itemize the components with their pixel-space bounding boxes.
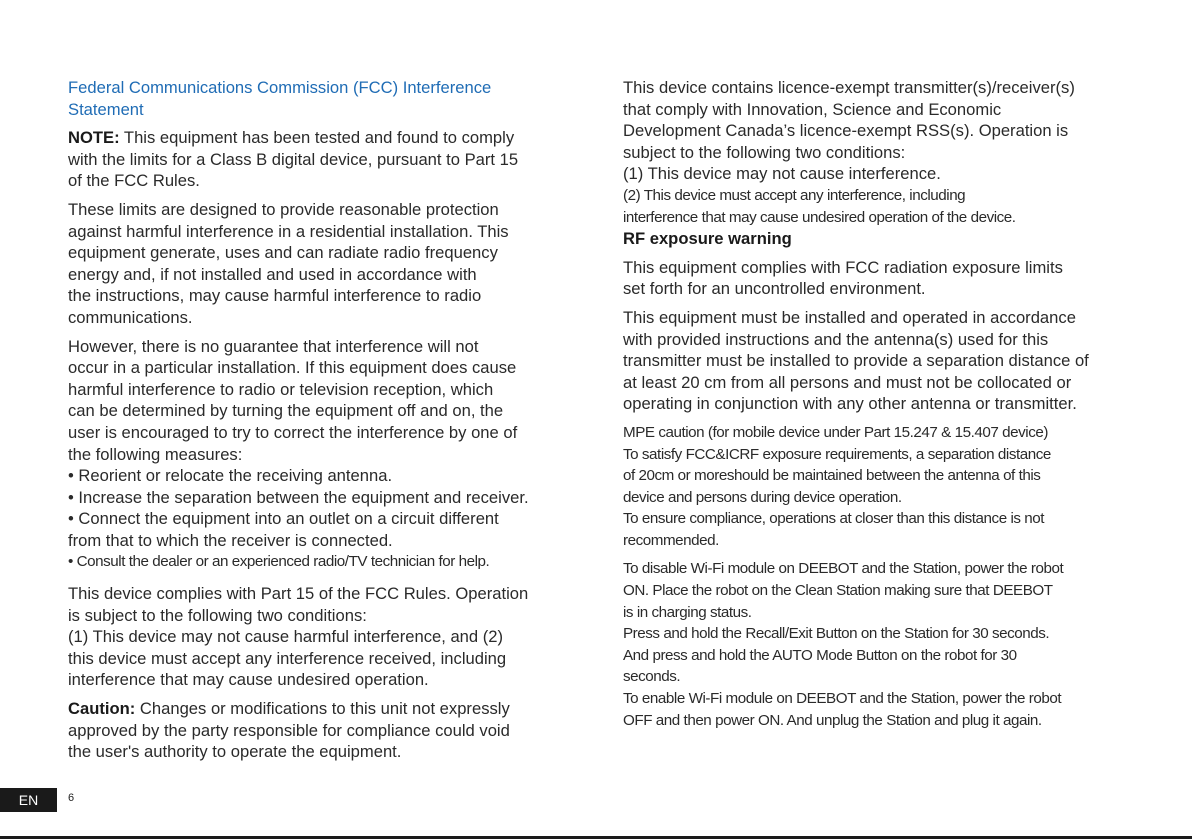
text-line: of the FCC Rules. (68, 171, 200, 191)
text-line: is in charging status. (623, 603, 752, 621)
ised-condition-2 (623, 185, 1138, 228)
text-line: communications. (68, 307, 193, 327)
text-line: This device complies with Part 15 of the FCC Rules. Operation (68, 584, 529, 604)
measure-item: • Increase the separation between the equipment and receiver. (68, 487, 529, 507)
text-line: Development Canada’s licence-exempt RSS(s). Operation is (623, 121, 1069, 141)
bottom-rule (0, 836, 1192, 839)
text-line: And press and hold the AUTO Mode Button on the robot for 30 (623, 646, 1017, 664)
text-line: ON. Place the robot on the Clean Station making sure that DEEBOT (623, 582, 1053, 600)
text-line: set forth for an uncontrolled environment. (623, 279, 926, 299)
language-tab: EN (0, 788, 57, 812)
text-line: (1) This device may not cause harmful interference, and (2) (68, 627, 504, 647)
text-line: energy and, if not installed and used in accordance with (68, 264, 477, 284)
text-line: with provided instructions and the antenna(s) used for this (623, 329, 1049, 349)
text-line: Press and hold the Recall/Exit Button on the Station for 30 seconds. (623, 625, 1050, 643)
text-line: equipment generate, uses and can radiate radio frequency (68, 243, 498, 263)
fcc-title (68, 77, 578, 120)
note-label: NOTE: (68, 128, 120, 148)
page-number: 6 (68, 792, 75, 804)
text-line: However, there is no guarantee that interference will not (68, 336, 479, 356)
text-line: occur in a particular installation. If this equipment does cause (68, 358, 517, 378)
text-line: These limits are designed to provide reasonable protection (68, 199, 499, 219)
text-line: To enable Wi-Fi module on DEEBOT and the Station, power the robot (623, 690, 1062, 708)
rf-installation-paragraph (623, 307, 1138, 415)
text-line: operating in conjunction with any other antenna or transmitter. (623, 394, 1077, 414)
measure-item: • Consult the dealer or an experienced radio/TV technician for help. (68, 553, 490, 571)
measure-item: • Reorient or relocate the receiving antenna. (68, 466, 393, 486)
part15-paragraph (68, 583, 578, 691)
mpe-caution-paragraph (623, 422, 1138, 552)
text-line: of 20cm or moreshould be maintained between the antenna of this (623, 467, 1041, 485)
text-line: the instructions, may cause harmful interference to radio (68, 286, 482, 306)
rf-exposure-heading: RF exposure warning (623, 229, 792, 249)
text-line: To disable Wi-Fi module on DEEBOT and the Station, power the robot (623, 560, 1064, 578)
fcc-note (68, 127, 578, 192)
text-line: at least 20 cm from all persons and must not be collocated or (623, 372, 1072, 392)
ised-paragraph (623, 77, 1138, 185)
text-line: user is encouraged to try to correct the interference by one of (68, 422, 518, 442)
right-column (623, 77, 1138, 738)
text-line: (1) This device may not cause interference. (623, 164, 941, 184)
left-column (68, 77, 578, 770)
text-line: This device contains licence-exempt transmitter(s)/receiver(s) (623, 78, 1075, 97)
measure-item: • Connect the equipment into an outlet on a circuit different (68, 509, 499, 529)
text-line: the user's authority to operate the equipment. (68, 742, 402, 762)
text-line: subject to the following two conditions: (623, 142, 906, 162)
however-paragraph (68, 336, 578, 574)
text-line: Statement (68, 99, 144, 119)
text-line: the following measures: (68, 444, 243, 464)
text-line: Caution: Changes or modifications to this unit not expressly (68, 699, 510, 719)
text-line: against harmful interference in a residential installation. This (68, 221, 509, 241)
text-line: with the limits for a Class B digital device, pursuant to Part 15 (68, 149, 519, 169)
text-line: harmful interference to radio or television reception, which (68, 379, 494, 399)
text-line: that comply with Innovation, Science and Economic (623, 99, 1002, 119)
limits-paragraph (68, 199, 578, 329)
text-line: interference that may cause undesired operation. (68, 670, 429, 690)
text-line: recommended. (623, 531, 719, 549)
text-line: NOTE: This equipment has been tested and found to comply (68, 128, 515, 148)
text-line: device and persons during device operation. (623, 488, 902, 506)
text-line: (2) This device must accept any interference, including (623, 186, 966, 204)
text-line: Federal Communications Commission (FCC) Interference (68, 78, 492, 97)
rf-limits-paragraph (623, 257, 1138, 300)
text-line: transmitter must be installed to provide a separation distance of (623, 351, 1089, 371)
text-line: interference that may cause undesired operation of the device. (623, 208, 1016, 226)
caution-label: Caution: (68, 699, 136, 719)
text-line: This equipment complies with FCC radiation exposure limits (623, 257, 1063, 277)
text-line: MPE caution (for mobile device under Part 15.247 & 15.407 device) (623, 423, 1048, 441)
text-line: OFF and then power ON. And unplug the Station and plug it again. (623, 711, 1042, 729)
text-line: this device must accept any interference received, including (68, 648, 507, 668)
text-line: seconds. (623, 668, 681, 686)
text-line: To ensure compliance, operations at closer than this distance is not (623, 510, 1045, 528)
caution-paragraph (68, 698, 578, 763)
text-line: can be determined by turning the equipment off and on, the (68, 401, 504, 421)
text-line: approved by the party responsible for compliance could void (68, 720, 510, 740)
text-line: from that to which the receiver is connected. (68, 530, 393, 550)
text-line: is subject to the following two conditions: (68, 605, 367, 625)
text-line: To satisfy FCC&ICRF exposure requirements, a separation distance (623, 445, 1051, 463)
wifi-instructions-paragraph (623, 558, 1138, 731)
text-line: This equipment must be installed and operated in accordance (623, 307, 1076, 327)
